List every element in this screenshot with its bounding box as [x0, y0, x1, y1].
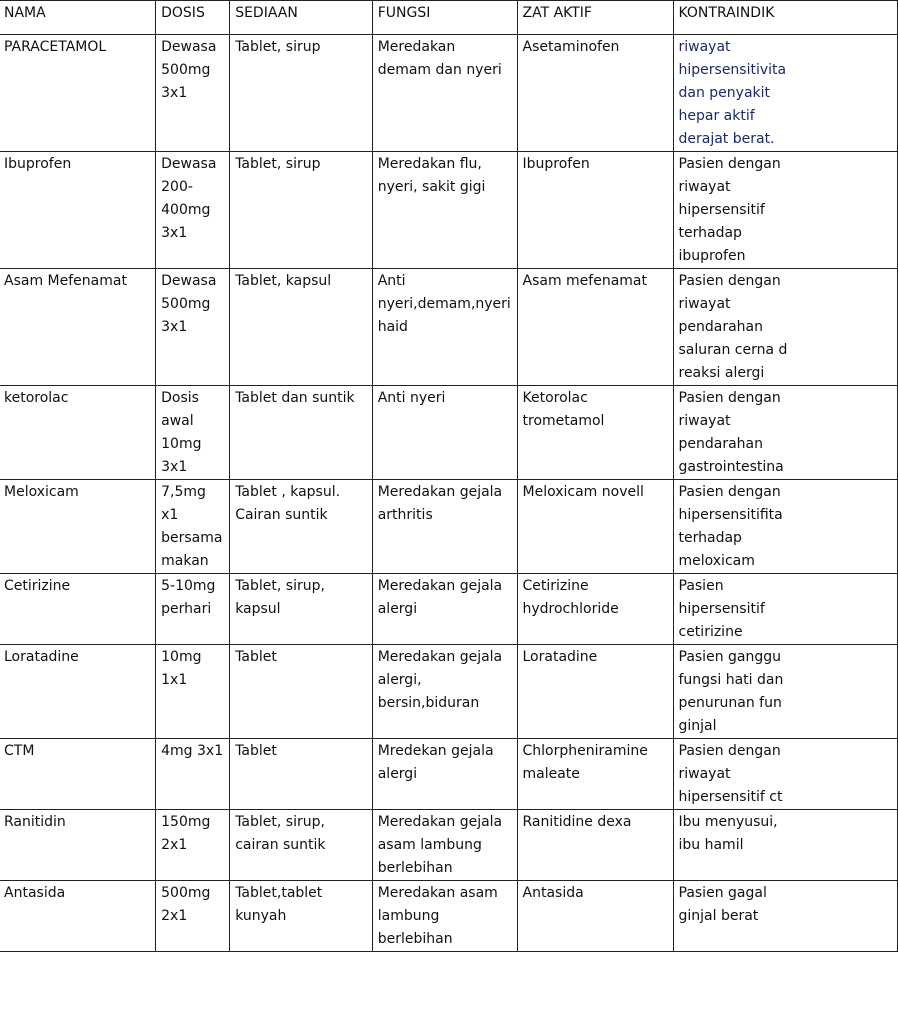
cell-text-line: alergi — [377, 601, 418, 617]
cell-nama: Cetirizine — [0, 574, 156, 645]
cell-text-line: derajat berat. — [678, 131, 775, 147]
cell-sediaan — [230, 480, 373, 574]
cell-text-line: 7,5mg x1 — [161, 484, 206, 523]
cell-text-line: Ibu menyusui, — [678, 814, 778, 830]
cell-fungsi — [372, 152, 517, 269]
cell-text-line: arthritis — [377, 507, 433, 523]
cell-text-line: trometamol — [522, 413, 605, 429]
cell-text-line: riwayat — [678, 39, 731, 55]
cell-nama: Ibuprofen — [0, 152, 156, 269]
table-row — [0, 480, 898, 574]
cell-text-line: hipersensitifita — [678, 507, 783, 523]
cell-text-line: Ketorolac — [522, 390, 588, 406]
cell-text-line: kunyah — [235, 908, 287, 924]
cell-text-line: Pasien — [678, 578, 724, 594]
cell-text-line: asam lambung — [377, 837, 482, 853]
cell-text-line: ibuprofen — [678, 248, 746, 264]
cell-text-line: Tablet, sirup — [235, 156, 321, 172]
cell-text-line: Pasien dengan — [678, 273, 781, 289]
cell-sediaan — [230, 269, 373, 386]
cell-text-line: kapsul — [235, 601, 281, 617]
cell-zat-aktif — [517, 386, 673, 480]
cell-text-line: Pasien dengan — [678, 743, 781, 759]
cell-text-line: awal — [161, 413, 194, 429]
cell-text-line: Meredakan — [377, 39, 456, 55]
cell-dosis — [156, 35, 230, 152]
header-dosis: DOSIS — [156, 1, 230, 35]
cell-text-line: Meredakan asam — [377, 885, 498, 901]
cell-text-line: cetirizine — [678, 624, 743, 640]
cell-text-line: Meloxicam novell — [522, 484, 644, 500]
cell-text-line: 5-10mg — [161, 578, 216, 594]
cell-text-line: bersin,biduran — [377, 695, 480, 711]
cell-text-line: hydrochloride — [522, 601, 619, 617]
cell-dosis — [156, 739, 230, 810]
cell-nama: Ranitidin — [0, 810, 156, 881]
cell-sediaan — [230, 35, 373, 152]
header-fungsi: FUNGSI — [372, 1, 517, 35]
table-body — [0, 35, 898, 952]
cell-fungsi — [372, 269, 517, 386]
cell-text-line: hipersensitif — [678, 202, 765, 218]
cell-zat-aktif — [517, 881, 673, 952]
table-row — [0, 739, 898, 810]
cell-text-line: 2x1 — [161, 908, 188, 924]
cell-text-line: riwayat — [678, 296, 731, 312]
cell-text-line: Dewasa — [161, 273, 217, 289]
cell-zat-aktif — [517, 810, 673, 881]
cell-text-line: Tablet — [235, 743, 277, 759]
cell-text-line: fungsi hati dan — [678, 672, 784, 688]
table-row — [0, 574, 898, 645]
cell-nama: Asam Mefenamat — [0, 269, 156, 386]
cell-text-line: 1x1 — [161, 672, 188, 688]
cell-sediaan — [230, 574, 373, 645]
cell-kontraindikasi — [673, 269, 898, 386]
cell-text-line: Meredakan flu, — [377, 156, 482, 172]
cell-text-line: 500mg — [161, 296, 211, 312]
cell-text-line: ginjal — [678, 718, 717, 734]
cell-fungsi — [372, 739, 517, 810]
cell-text-line: 500mg — [161, 62, 211, 78]
cell-sediaan — [230, 645, 373, 739]
cell-text-line: Dewasa — [161, 156, 217, 172]
cell-text-line: Tablet, sirup, — [235, 578, 325, 594]
cell-text-line: Tablet, kapsul — [235, 273, 332, 289]
cell-zat-aktif — [517, 645, 673, 739]
cell-fungsi — [372, 480, 517, 574]
cell-zat-aktif — [517, 480, 673, 574]
cell-text-line: alergi — [377, 766, 418, 782]
cell-text-line: 200- — [161, 179, 193, 195]
cell-text-line: 3x1 — [161, 225, 188, 241]
cell-text-line: berlebihan — [377, 931, 453, 947]
cell-text-line: riwayat — [678, 179, 731, 195]
table-row — [0, 386, 898, 480]
cell-text-line: pendarahan — [678, 436, 763, 452]
cell-zat-aktif — [517, 739, 673, 810]
header-sediaan: SEDIAAN — [230, 1, 373, 35]
cell-text-line: berlebihan — [377, 860, 453, 876]
cell-text-line: penurunan fun — [678, 695, 782, 711]
cell-dosis — [156, 480, 230, 574]
cell-text-line: ibu hamil — [678, 837, 744, 853]
cell-text-line: alergi, — [377, 672, 422, 688]
cell-zat-aktif — [517, 152, 673, 269]
cell-text-line: Pasien gagal — [678, 885, 767, 901]
cell-text-line: hipersensitif — [678, 601, 765, 617]
cell-text-line: makan — [161, 553, 209, 569]
cell-text-line: 150mg — [161, 814, 211, 830]
table-row — [0, 152, 898, 269]
cell-dosis — [156, 881, 230, 952]
cell-text-line: hipersensitivita — [678, 62, 787, 78]
table-row — [0, 881, 898, 952]
cell-text-line: 3x1 — [161, 85, 188, 101]
cell-text-line: perhari — [161, 601, 212, 617]
cell-text-line: 4mg 3x1 — [161, 743, 224, 759]
cell-fungsi — [372, 645, 517, 739]
cell-text-line: Cetirizine — [522, 578, 589, 594]
header-zat-aktif: ZAT AKTIF — [517, 1, 673, 35]
cell-text-line: Tablet, sirup — [235, 39, 321, 55]
table-row — [0, 645, 898, 739]
cell-kontraindikasi — [673, 152, 898, 269]
cell-text-line: riwayat — [678, 766, 731, 782]
cell-text-line: Pasien dengan — [678, 156, 781, 172]
cell-text-line: 2x1 — [161, 837, 188, 853]
cell-text-line: reaksi alergi — [678, 365, 765, 381]
cell-text-line: Dosis — [161, 390, 199, 406]
cell-kontraindikasi — [673, 810, 898, 881]
cell-nama: Loratadine — [0, 645, 156, 739]
cell-sediaan — [230, 881, 373, 952]
cell-kontraindikasi — [673, 480, 898, 574]
cell-fungsi — [372, 810, 517, 881]
cell-text-line: Ibuprofen — [522, 156, 590, 172]
cell-text-line: maleate — [522, 766, 580, 782]
table-row — [0, 269, 898, 386]
cell-fungsi — [372, 35, 517, 152]
cell-text-line: Anti — [377, 273, 406, 289]
cell-dosis — [156, 269, 230, 386]
cell-text-line: riwayat — [678, 413, 731, 429]
cell-text-line: ginjal berat — [678, 908, 759, 924]
cell-sediaan — [230, 810, 373, 881]
cell-text-line: Tablet — [235, 649, 277, 665]
cell-zat-aktif — [517, 269, 673, 386]
cell-nama: PARACETAMOL — [0, 35, 156, 152]
cell-text-line: saluran cerna d — [678, 342, 788, 358]
cell-text-line: Mredekan gejala — [377, 743, 494, 759]
cell-text-line: Meredakan gejala — [377, 814, 503, 830]
cell-nama: Antasida — [0, 881, 156, 952]
cell-nama: CTM — [0, 739, 156, 810]
cell-text-line: 3x1 — [161, 319, 188, 335]
cell-text-line: Dewasa — [161, 39, 217, 55]
cell-text-line: bersama — [161, 530, 223, 546]
cell-sediaan — [230, 386, 373, 480]
header-kontraindikasi: KONTRAINDIK — [673, 1, 898, 35]
cell-text-line: Ranitidine dexa — [522, 814, 632, 830]
cell-text-line: terhadap — [678, 530, 742, 546]
cell-dosis — [156, 386, 230, 480]
cell-sediaan — [230, 152, 373, 269]
cell-text-line: Loratadine — [522, 649, 598, 665]
header-nama: NAMA — [0, 1, 156, 35]
cell-fungsi — [372, 574, 517, 645]
cell-text-line: 10mg — [161, 436, 202, 452]
cell-text-line: Meredakan gejala — [377, 578, 503, 594]
cell-text-line: Asam mefenamat — [522, 273, 647, 289]
cell-fungsi — [372, 881, 517, 952]
cell-text-line: demam dan nyeri — [377, 62, 502, 78]
cell-text-line: Tablet, sirup, — [235, 814, 325, 830]
cell-kontraindikasi — [673, 881, 898, 952]
cell-text-line: pendarahan — [678, 319, 763, 335]
header-row — [0, 1, 898, 35]
cell-text-line: hipersensitif ct — [678, 789, 783, 805]
table-row — [0, 35, 898, 152]
cell-kontraindikasi — [673, 574, 898, 645]
cell-kontraindikasi — [673, 739, 898, 810]
cell-text-line: dan penyakit — [678, 85, 771, 101]
cell-nama: Meloxicam — [0, 480, 156, 574]
cell-text-line: Pasien dengan — [678, 484, 781, 500]
cell-text-line: meloxicam — [678, 553, 755, 569]
cell-text-line: 400mg — [161, 202, 211, 218]
cell-text-line: lambung — [377, 908, 440, 924]
cell-text-line: Tablet dan suntik — [235, 390, 355, 406]
cell-text-line: nyeri,demam,nyeri — [377, 296, 511, 312]
cell-dosis — [156, 152, 230, 269]
cell-text-line: Tablet , kapsul. — [235, 484, 341, 500]
cell-text-line: 10mg — [161, 649, 202, 665]
cell-text-line: Pasien dengan — [678, 390, 781, 406]
table-row — [0, 810, 898, 881]
cell-text-line: Anti nyeri — [377, 390, 446, 406]
cell-text-line: Antasida — [522, 885, 584, 901]
cell-text-line: Pasien ganggu — [678, 649, 781, 665]
cell-text-line: haid — [377, 319, 408, 335]
cell-text-line: terhadap — [678, 225, 742, 241]
cell-text-line: 500mg — [161, 885, 211, 901]
cell-dosis — [156, 810, 230, 881]
cell-text-line: Meredakan gejala — [377, 484, 503, 500]
cell-zat-aktif — [517, 35, 673, 152]
cell-text-line: Tablet,tablet — [235, 885, 323, 901]
cell-text-line: Chlorpheniramine — [522, 743, 648, 759]
cell-text-line: hepar aktif — [678, 108, 755, 124]
cell-kontraindikasi — [673, 35, 898, 152]
cell-kontraindikasi — [673, 386, 898, 480]
cell-text-line: nyeri, sakit gigi — [377, 179, 486, 195]
cell-kontraindikasi — [673, 645, 898, 739]
cell-dosis — [156, 645, 230, 739]
cell-text-line: Cairan suntik — [235, 507, 328, 523]
cell-text-line: Meredakan gejala — [377, 649, 503, 665]
cell-fungsi — [372, 386, 517, 480]
cell-text-line: Asetaminofen — [522, 39, 620, 55]
cell-nama: ketorolac — [0, 386, 156, 480]
cell-sediaan — [230, 739, 373, 810]
cell-zat-aktif — [517, 574, 673, 645]
cell-text-line: 3x1 — [161, 459, 188, 475]
cell-text-line: cairan suntik — [235, 837, 326, 853]
cell-text-line: gastrointestina — [678, 459, 784, 475]
cell-dosis — [156, 574, 230, 645]
